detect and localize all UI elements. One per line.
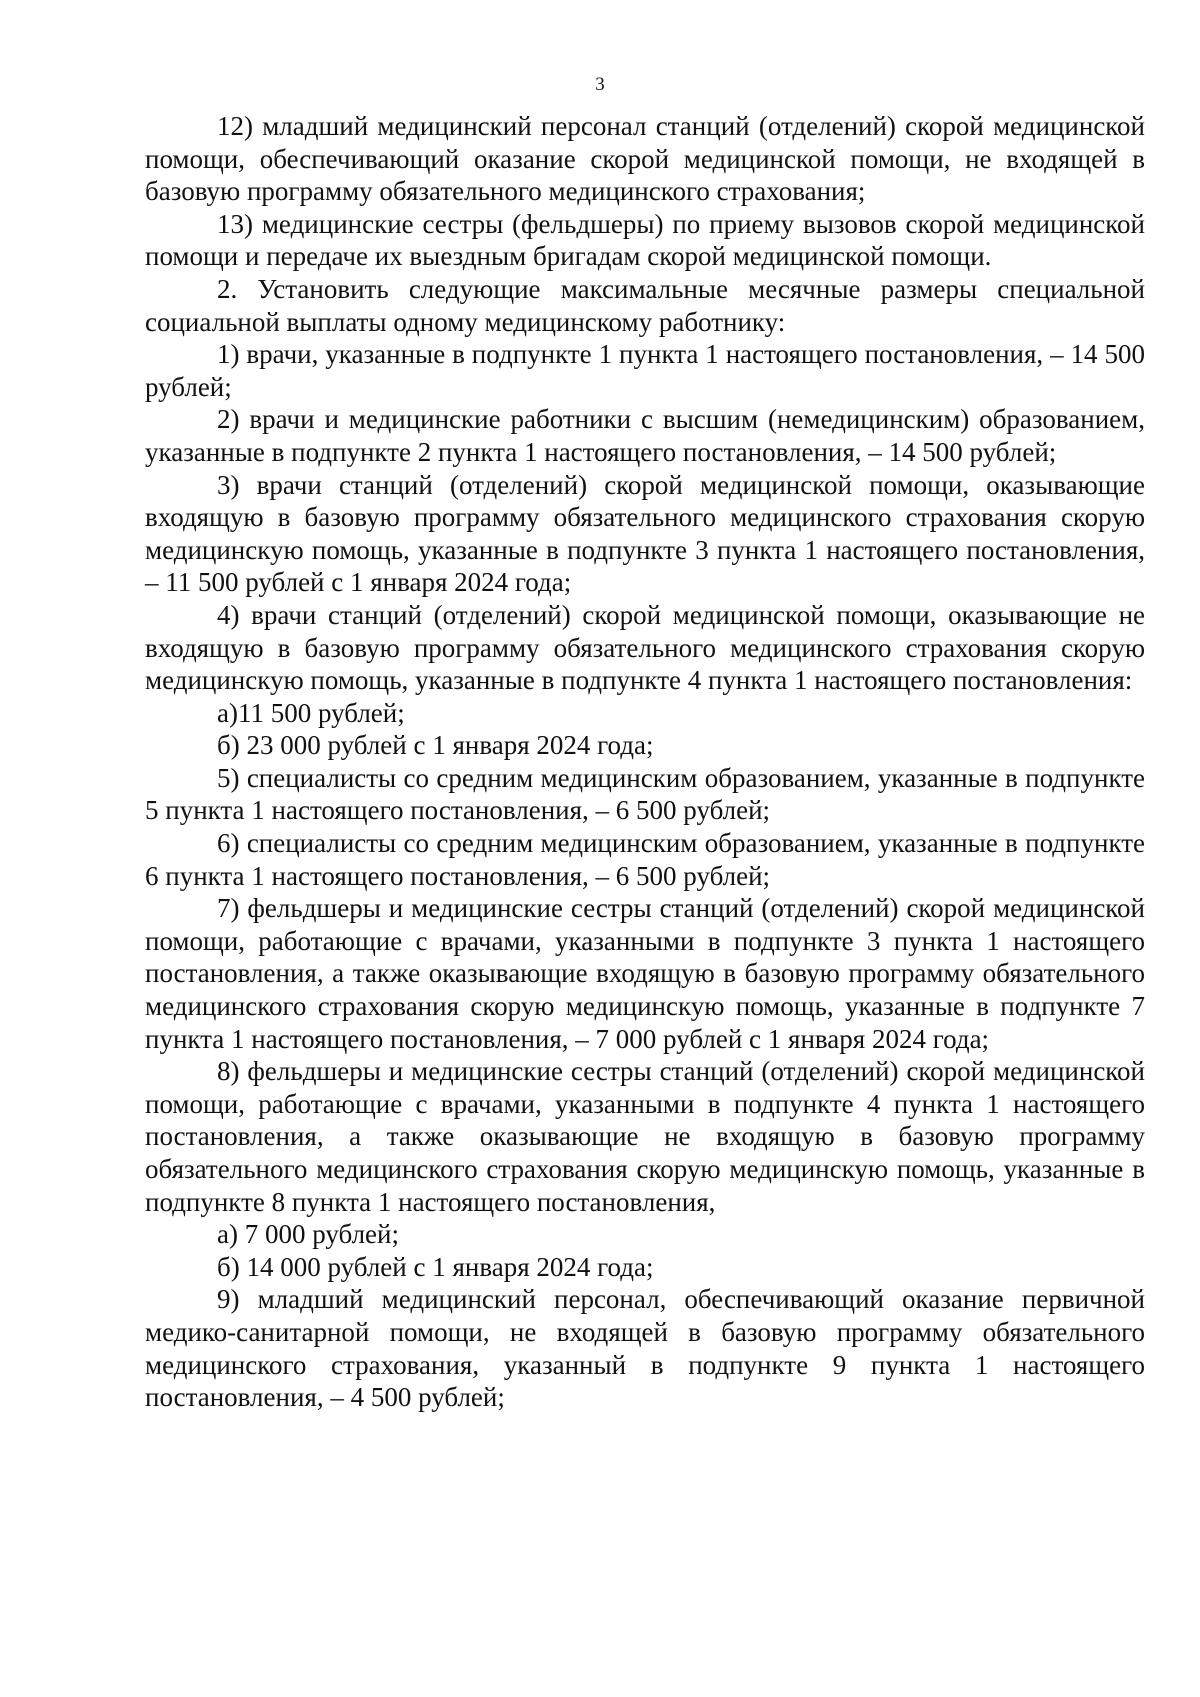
payment-item-3: 3) врачи станций (отделений) скорой медицинской помощи, оказывающие входящую в базовую программу обязательного медицинского страхования скорую медицинскую помощь, указанные в подпункте 3 пункта 1 настоящего постановления, – 11 500 рублей с 1 января 2024 года; [145, 469, 1145, 598]
payment-item-4-b: б) 23 000 рублей с 1 января 2024 года; [217, 730, 654, 761]
payment-item-8-b: б) 14 000 рублей с 1 января 2024 года; [217, 1251, 654, 1282]
payment-item-2: 2) врачи и медицинские работники с высшим (немедицинским) образованием, указанные в подпункте 2 пункта 1 настоящего постановления, – 14 500 рублей; [145, 404, 1145, 467]
payment-item-6: 6) специалисты со средним медицинским образованием, указанные в подпункте 6 пункта 1 настоящего постановления, – 6 500 рублей; [145, 828, 1145, 891]
list-item-12-junior-staff: 12) младший медицинский персонал станций (отделений) скорой медицинской помощи, обеспечивающий оказание скорой медицинской помощи, не входящей в базовую программу обязательного медицинского страхования; [145, 111, 1145, 207]
payment-item-7: 7) фельдшеры и медицинские сестры станций (отделений) скорой медицинской помощи, работающие с врачами, указанными в подпункте 3 пункта 1 настоящего постановления, а также оказывающие входящую в базовую программу обязательного медицинского страхования скорую медицинскую помощь, указанные в подпункте 7 пункта 1 настоящего постановления, – 7 000 рублей с 1 января 2024 года; [145, 893, 1145, 1054]
document-body [145, 110, 1145, 1414]
list-item-13-nurses-dispatch: 13) медицинские сестры (фельдшеры) по приему вызовов скорой медицинской помощи и передаче их выездным бригадам скорой медицинской помощи. [145, 208, 1145, 272]
payment-item-8: 8) фельдшеры и медицинские сестры станций (отделений) скорой медицинской помощи, работающие с врачами, указанными в подпункте 4 пункта 1 настоящего постановления, а также оказывающие не входящую в базовую программу обязательного медицинского страхования скорую медицинскую помощь, указанные в подпункте 8 пункта 1 настоящего постановления, [145, 1056, 1145, 1217]
payment-item-4: 4) врачи станций (отделений) скорой медицинской помощи, оказывающие не входящую в базовую программу обязательного медицинского страхования скорую медицинскую помощь, указанные в подпункте 4 пункта 1 настоящего постановления: [145, 599, 1145, 696]
payment-item-5: 5) специалисты со средним медицинским образованием, указанные в подпункте 5 пункта 1 настоящего постановления, – 6 500 рублей; [145, 762, 1145, 826]
page-number: 3 [595, 74, 605, 95]
payment-item-4-a: а)11 500 рублей; [217, 697, 405, 728]
payment-item-1: 1) врачи, указанные в подпункте 1 пункта 1 настоящего постановления, – 14 500 рублей; [145, 339, 1145, 402]
payment-item-8-a: а) 7 000 рублей; [217, 1219, 399, 1250]
payment-item-9: 9) младший медицинский персонал, обеспечивающий оказание первичной медико-санитарной помощи, не входящей в базовую программу обязательного медицинского страхования, указанный в подпункте 9 пункта 1 настоящего постановления, – 4 500 рублей; [145, 1284, 1145, 1413]
section-2-intro: 2. Установить следующие максимальные месячные размеры специальной социальной выплаты одному медицинскому работнику: [145, 273, 1145, 337]
